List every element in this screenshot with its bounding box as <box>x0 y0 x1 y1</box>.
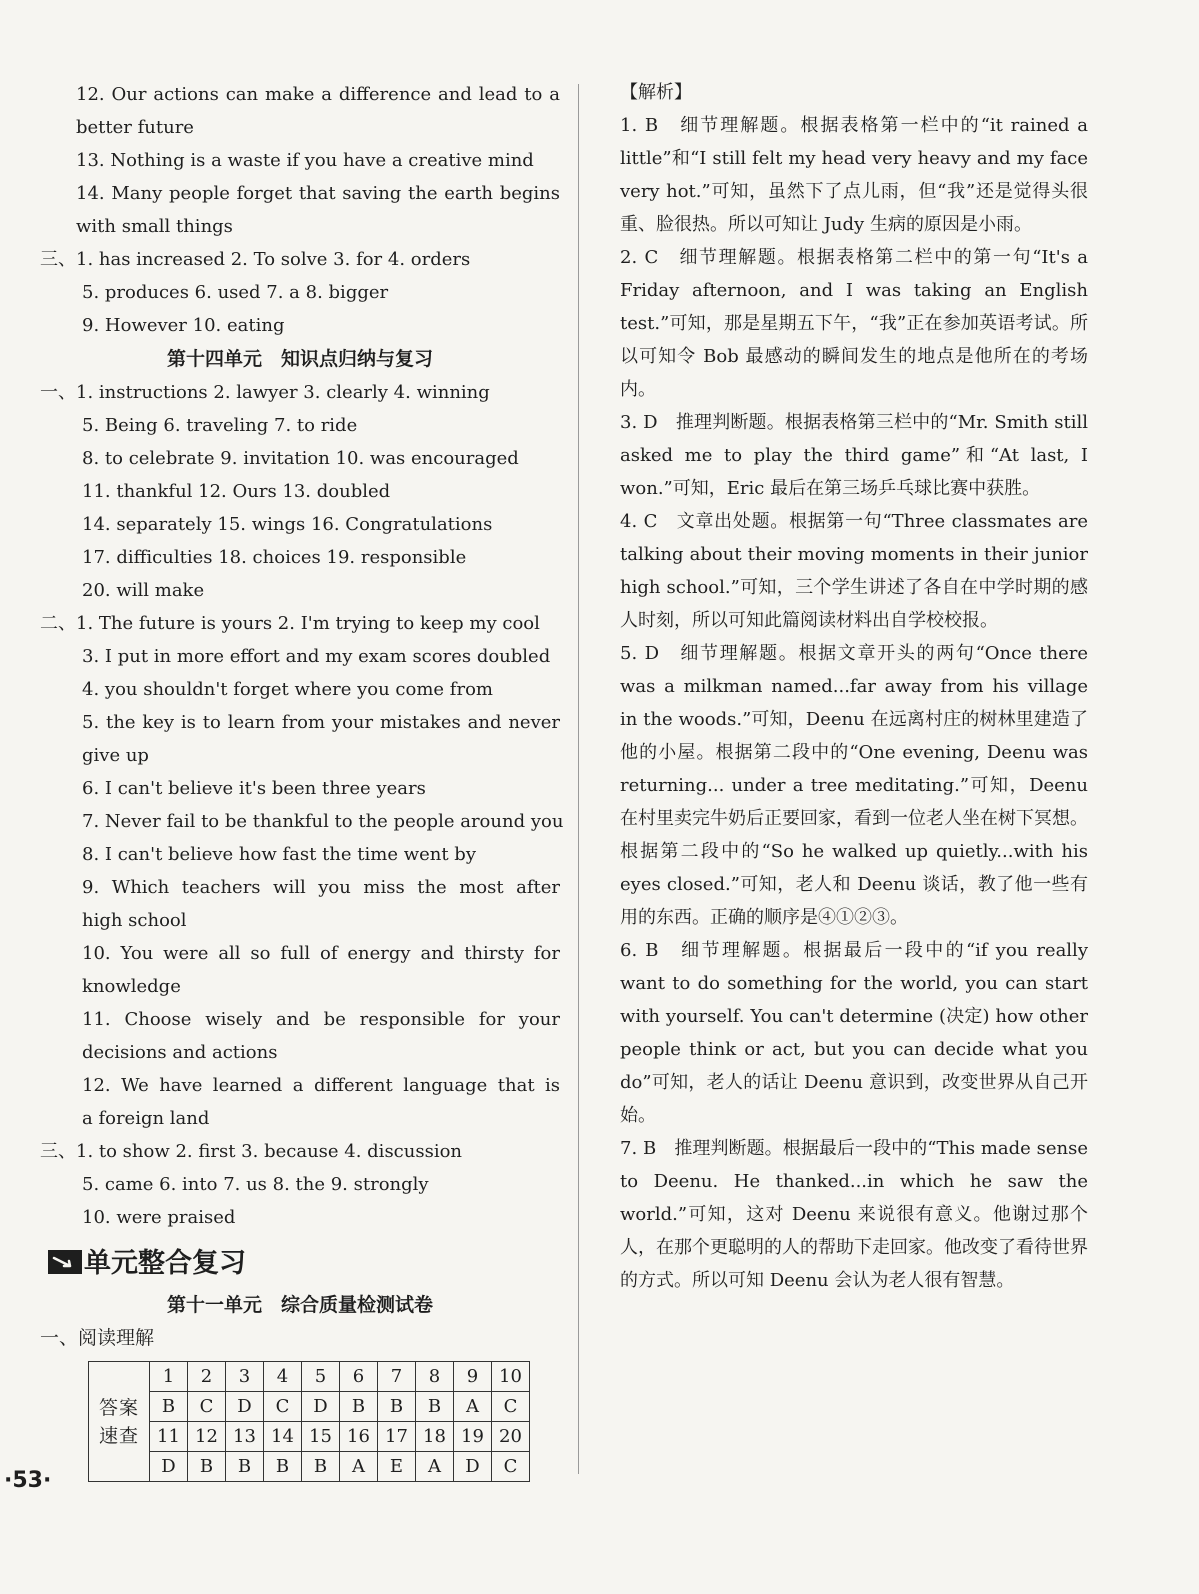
review-heading <box>48 1240 560 1288</box>
answer-line: knowledge <box>82 976 181 997</box>
answer-line: high school <box>82 910 187 931</box>
answer-line: 11. Choose wisely and be responsible for your <box>82 1009 560 1030</box>
analysis-item: 4. C 文章出处题。根据第一句“Three classmates are talking about their moving moments in their junior high school.”可知，三个学生讲述了各自在中学时期的感人时刻，所以可知此篇阅读材料出自学校校报。 <box>620 511 1088 631</box>
analysis-item: 7. B 推理判断题。根据最后一段中的“This made sense to Deenu. He thanked...in which he saw the world.”可知，这对 Deenu 来说很有意义。他谢过那个人，在那个更聪明的人的帮助下走回家。他改变了看待世界的方式。所以可知 Deenu 会认为老人很有智慧。 <box>620 1138 1088 1291</box>
question-number: 12 <box>188 1422 226 1452</box>
page-number: ·53· <box>4 1468 52 1493</box>
answer-table-label-text: 答案速查 <box>99 1396 140 1447</box>
answer-line: 11. thankful 12. Ours 13. doubled <box>82 481 391 502</box>
question-number: 14 <box>264 1422 302 1452</box>
answer-cell: D <box>226 1392 264 1422</box>
analysis-item: 6. B 细节理解题。根据最后一段中的“if you really want to do something for the world, you can start with yourself. You can't determine (决定) how other people think or act, but you can decide what you do”可知，老人的话让 Deenu 意识到，改变世界从自己开始。 <box>620 940 1088 1126</box>
answer-cell: B <box>340 1392 378 1422</box>
question-number: 15 <box>302 1422 340 1452</box>
answer-line: 三、1. has increased 2. To solve 3. for 4. orders <box>40 249 471 270</box>
answer-line: 10. were praised <box>82 1207 236 1228</box>
answer-line: 8. to celebrate 9. invitation 10. was encouraged <box>82 448 519 469</box>
answer-cell: A <box>454 1392 492 1422</box>
unit11-title: 第十一单元 综合质量检测试卷 <box>166 1294 433 1316</box>
answer-line: 12. Our actions can make a difference and lead to a <box>76 84 560 105</box>
answer-cell: D <box>150 1452 188 1482</box>
answer-line: 20. will make <box>82 580 205 601</box>
answer-line: a foreign land <box>82 1108 210 1129</box>
answer-cell: B <box>150 1392 188 1422</box>
question-number: 1 <box>150 1362 188 1392</box>
answer-cell: C <box>188 1392 226 1422</box>
answer-line: 7. Never fail to be thankful to the people around you <box>82 811 564 832</box>
answer-cell: B <box>226 1452 264 1482</box>
answer-line: 5. the key is to learn from your mistakes and never <box>82 712 560 733</box>
answer-cell: D <box>302 1392 340 1422</box>
answer-line: give up <box>82 745 149 766</box>
analysis-item: 1. B 细节理解题。根据表格第一栏中的“it rained a little”和“I still felt my head very heavy and my face very hot.”可知，虽然下了点儿雨，但“我”还是觉得头很重、脸很热。所以可知让 Judy 生病的原因是小雨。 <box>620 115 1088 235</box>
answer-line: 3. I put in more effort and my exam scores doubled <box>82 646 551 667</box>
answer-line: 17. difficulties 18. choices 19. responsible <box>82 547 467 568</box>
answer-line: 一、1. instructions 2. lawyer 3. clearly 4. winning <box>40 382 490 403</box>
question-number: 2 <box>188 1362 226 1392</box>
answer-cell: B <box>416 1392 454 1422</box>
answer-cell: E <box>378 1452 416 1482</box>
question-number: 10 <box>492 1362 530 1392</box>
question-number: 19 <box>454 1422 492 1452</box>
unit14-title: 第十四单元 知识点归纳与复习 <box>166 348 433 370</box>
question-number: 13 <box>226 1422 264 1452</box>
answer-line: 5. Being 6. traveling 7. to ride <box>82 415 358 436</box>
answer-cell: B <box>378 1392 416 1422</box>
question-number: 16 <box>340 1422 378 1452</box>
answer-line: 二、1. The future is yours 2. I'm trying to keep my cool <box>40 613 540 634</box>
answer-line: 9. However 10. eating <box>82 315 285 336</box>
arrow-icon <box>48 1250 82 1274</box>
answer-cell: B <box>188 1452 226 1482</box>
column-divider <box>578 84 579 1474</box>
question-number: 11 <box>150 1422 188 1452</box>
analysis-item: 5. D 细节理解题。根据文章开头的两句“Once there was a milkman named...far away from his village in the woods.”可知，Deenu 在远离村庄的树林里建造了他的小屋。根据第二段中的“One evening, Deenu was returning... under a tree meditating.”可知，Deenu 在村里卖完牛奶后正要回家，看到一位老人坐在树下冥想。根据第二段中的“So he walked up quietly...with his eyes closed.”可知，老人和 Deenu 谈话，教了他一些有用的东西。正确的顺序是④①②③。 <box>620 643 1088 928</box>
answer-cell: C <box>264 1392 302 1422</box>
question-number: 3 <box>226 1362 264 1392</box>
question-number: 5 <box>302 1362 340 1392</box>
answer-table-label <box>89 1362 150 1482</box>
answer-cell: D <box>454 1452 492 1482</box>
answer-line: better future <box>76 117 194 138</box>
answer-line: with small things <box>76 216 233 237</box>
answer-line: 9. Which teachers will you miss the most after <box>82 877 560 898</box>
question-number: 9 <box>454 1362 492 1392</box>
answer-line: decisions and actions <box>82 1042 278 1063</box>
question-number: 17 <box>378 1422 416 1452</box>
answer-line: 5. produces 6. used 7. a 8. bigger <box>82 282 389 303</box>
analysis-item: 3. D 推理判断题。根据表格第三栏中的“Mr. Smith still asked me to play the third game”和“At last, I won.”可知，Eric 最后在第三场乒乓球比赛中获胜。 <box>620 412 1088 499</box>
answer-line: 13. Nothing is a waste if you have a creative mind <box>76 150 534 171</box>
answer-line: 10. You were all so full of energy and thirsty for <box>82 943 560 964</box>
answer-line: 8. I can't believe how fast the time went by <box>82 844 476 865</box>
answer-cell: C <box>492 1392 530 1422</box>
answer-cell: A <box>416 1452 454 1482</box>
analysis-label: 【解析】 <box>620 82 692 103</box>
answer-cell: C <box>492 1452 530 1482</box>
question-number: 20 <box>492 1422 530 1452</box>
question-number: 7 <box>378 1362 416 1392</box>
analysis-item: 2. C 细节理解题。根据表格第二栏中的第一句“It's a Friday afternoon, and I was taking an English test.”可知，那是星期五下午，“我”正在参加英语考试。所以可知令 Bob 最感动的瞬间发生的地点是他所在的考场内。 <box>620 247 1088 400</box>
answer-cell: A <box>340 1452 378 1482</box>
reading-label: 一、阅读理解 <box>40 1327 155 1349</box>
answer-cell: B <box>302 1452 340 1482</box>
answer-line: 6. I can't believe it's been three years <box>82 778 426 799</box>
answer-line: 14. separately 15. wings 16. Congratulations <box>82 514 493 535</box>
answer-line: 5. came 6. into 7. us 8. the 9. strongly <box>82 1174 429 1195</box>
right-column <box>620 76 1088 1297</box>
answer-line: 三、1. to show 2. first 3. because 4. discussion <box>40 1141 463 1162</box>
answer-line: 12. We have learned a different language that is <box>82 1075 560 1096</box>
answer-cell: B <box>264 1452 302 1482</box>
review-heading-text: 单元整合复习 <box>84 1248 246 1279</box>
question-number: 6 <box>340 1362 378 1392</box>
answer-table <box>88 1361 530 1482</box>
question-number: 18 <box>416 1422 454 1452</box>
question-number: 4 <box>264 1362 302 1392</box>
answer-line: 4. you shouldn't forget where you come from <box>82 679 493 700</box>
left-column <box>40 78 564 1482</box>
question-number: 8 <box>416 1362 454 1392</box>
answer-line: 14. Many people forget that saving the earth begins <box>76 183 560 204</box>
